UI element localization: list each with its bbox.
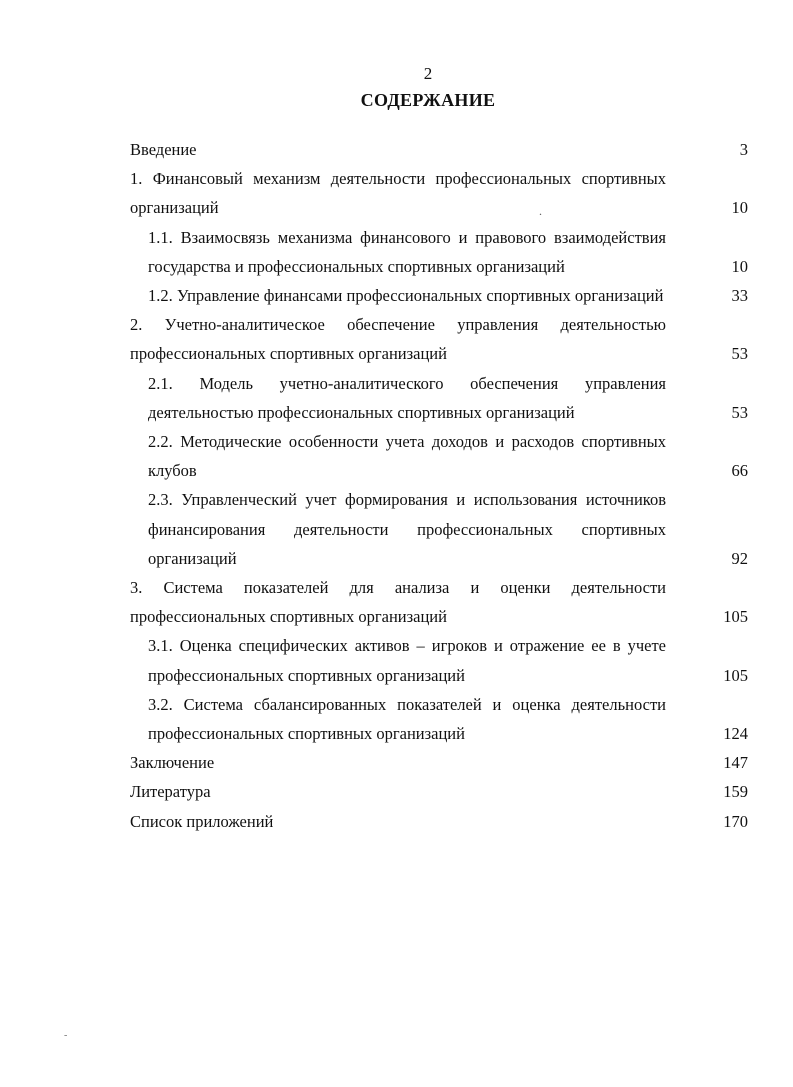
toc-entry-chapter-3	[130, 573, 748, 631]
toc-entry-introduction	[130, 135, 748, 164]
toc-entry-chapter-1	[130, 164, 748, 222]
toc-entry-section-3-2	[148, 690, 748, 748]
toc-entry-text: Заключение	[130, 753, 215, 773]
toc-entry-section-2-1	[148, 369, 748, 427]
toc-entry-text: 2.3. Управленческий учет формирования и использования источников финансирования деятельности профессиональных спортивных организаций	[148, 490, 666, 568]
toc-entry-page: 53	[731, 344, 748, 364]
toc-entry-page: 170	[723, 811, 748, 831]
toc-entry-text: 1.2. Управление финансами профессиональных спортивных организаций	[148, 286, 664, 306]
toc-entry-appendices	[130, 807, 748, 836]
toc-entry-page: 3	[739, 140, 748, 159]
toc-entry-page: 159	[723, 782, 748, 802]
page-number: 2	[423, 64, 433, 83]
toc-entry-page: 105	[723, 665, 748, 685]
toc-entry-page: 53	[731, 402, 748, 422]
toc-entry-conclusion	[130, 748, 748, 777]
scan-mark: -	[64, 1030, 68, 1041]
toc-entry-page: 124	[723, 724, 748, 744]
toc-entry-page: 10	[731, 256, 748, 276]
toc-entry-page: 147	[723, 753, 748, 773]
toc-entry-section-2-3	[148, 485, 748, 573]
toc-entry-page: 92	[731, 548, 748, 568]
toc-entry-page: 66	[731, 461, 748, 481]
toc-entry-page: 105	[723, 607, 748, 627]
table-of-contents	[130, 135, 748, 836]
toc-entry-text: 2.2. Методические особенности учета доходов и расходов спортивных клубов	[148, 432, 666, 481]
scan-speck: .	[539, 204, 542, 218]
toc-entry-text: 2. Учетно-аналитическое обеспечение управления деятельностью профессиональных спортивных организаций	[130, 315, 666, 364]
toc-entry-text: 3.1. Оценка специфических активов – игроков и отражение ее в учете профессиональных спортивных организаций	[148, 636, 666, 685]
toc-entry-section-3-1	[148, 631, 748, 689]
toc-entry-text: 3. Система показателей для анализа и оценки деятельности профессиональных спортивных организаций	[130, 578, 666, 627]
toc-entry-section-2-2	[148, 427, 748, 485]
toc-entry-text: Список приложений	[130, 811, 274, 831]
toc-entry-page: 10	[731, 198, 748, 218]
toc-entry-text: Введение	[130, 140, 197, 159]
document-title: СОДЕРЖАНИЕ	[360, 90, 496, 110]
toc-entry-text: Литература	[130, 782, 211, 802]
toc-entry-section-1-1	[148, 223, 748, 281]
toc-entry-literature	[130, 777, 748, 806]
toc-entry-text: 2.1. Модель учетно-аналитического обеспечения управления деятельностью профессиональных спортивных организаций	[148, 373, 666, 422]
toc-entry-text: 1. Финансовый механизм деятельности профессиональных спортивных организаций	[130, 169, 666, 218]
toc-entry-text: 1.1. Взаимосвязь механизма финансового и правового взаимодействия государства и профессиональных спортивных организаций	[148, 227, 666, 276]
toc-entry-section-1-2	[148, 281, 748, 310]
toc-entry-page: 33	[731, 286, 748, 306]
toc-entry-chapter-2	[130, 310, 748, 368]
toc-entry-text: 3.2. Система сбалансированных показателей и оценка деятельности профессиональных спортивных организаций	[148, 694, 666, 744]
